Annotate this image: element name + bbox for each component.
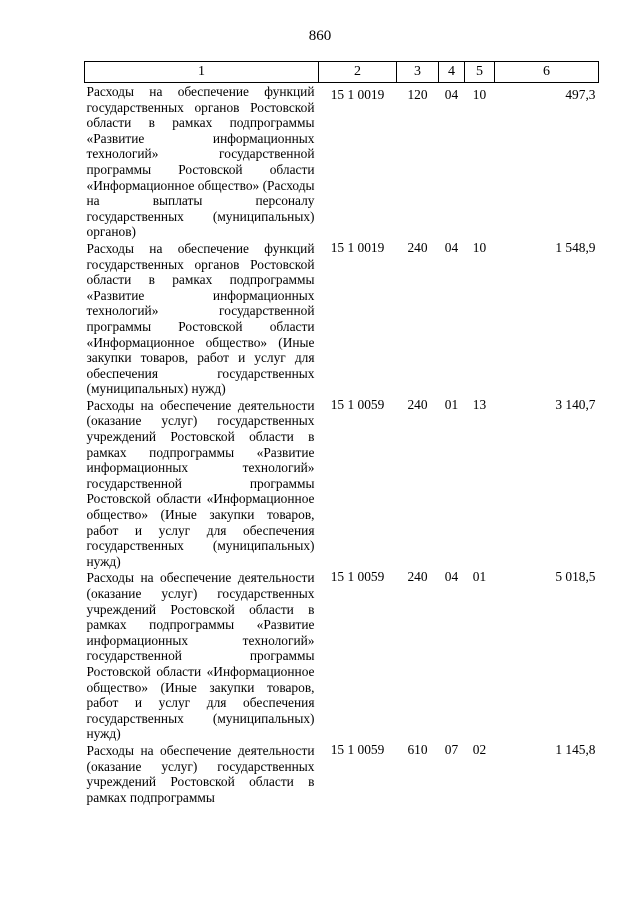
section-code: 04	[444, 87, 459, 102]
section-code: 01	[444, 396, 459, 412]
expense-description: Расходы на обеспечение деятельности (оказание услуг) государственных учреждений Ростовской области в рамках подпрограммы	[86, 742, 315, 805]
expense-type-code: 240	[407, 569, 428, 585]
amount: 497,3	[565, 87, 596, 102]
amount: 3 140,7	[555, 396, 596, 412]
expense-description: Расходы на обеспечение функций государственных органов Ростовской области в рамках подпрограммы «Развитие информационных технологий» государственной программы Ростовской области «Информационное общество» (Расходы на выплаты персоналу государственных (муниципальных) органов)	[86, 84, 315, 240]
subsection-code: 10	[472, 239, 487, 255]
page-number: 860	[308, 28, 332, 44]
expense-type-code: 610	[407, 741, 428, 757]
expense-type-code: 120	[407, 87, 428, 102]
target-item-code: 15 1 0019	[330, 239, 385, 255]
expense-type-code: 240	[407, 396, 428, 412]
table-row	[85, 569, 599, 742]
subsection-code: 02	[472, 741, 487, 757]
column-header: 3	[397, 62, 439, 83]
target-item-code: 15 1 0059	[330, 396, 385, 412]
expense-type-code: 240	[407, 239, 428, 255]
table-row	[85, 83, 599, 240]
target-item-code: 15 1 0059	[330, 569, 385, 585]
subsection-code: 01	[472, 569, 487, 585]
target-item-code: 15 1 0059	[330, 741, 385, 757]
column-header: 4	[439, 62, 465, 83]
column-header: 5	[465, 62, 495, 83]
subsection-code: 10	[472, 87, 487, 102]
amount: 1 548,9	[555, 239, 596, 255]
expense-description: Расходы на обеспечение функций государственных органов Ростовской области в рамках подпрограммы «Развитие информационных технологий» государственной программы Ростовской области «Информационное общество» (Иные закупки товаров, работ и услуг для обеспечения государственных (муниципальных) нужд)	[86, 240, 315, 397]
budget-table	[84, 61, 599, 805]
table-header	[85, 62, 599, 83]
section-code: 07	[444, 741, 459, 757]
subsection-code: 13	[472, 396, 487, 412]
amount: 1 145,8	[555, 741, 596, 757]
expense-description: Расходы на обеспечение деятельности (оказание услуг) государственных учреждений Ростовской области в рамках подпрограммы «Развитие информационных технологий» государственной программы Ростовской области «Информационное общество» (Иные закупки товаров, работ и услуг для обеспечения государственных (муниципальных) нужд)	[86, 397, 315, 569]
column-header: 2	[319, 62, 397, 83]
table-row	[85, 742, 599, 805]
expense-description: Расходы на обеспечение деятельности (оказание услуг) государственных учреждений Ростовской области в рамках подпрограммы «Развитие информационных технологий» государственной программы Ростовской области «Информационное общество» (Иные закупки товаров, работ и услуг для обеспечения государственных (муниципальных) нужд)	[86, 570, 315, 742]
target-item-code: 15 1 0019	[330, 87, 385, 102]
section-code: 04	[444, 569, 459, 585]
column-header: 1	[85, 62, 319, 83]
column-header: 6	[495, 62, 599, 83]
table-row	[85, 240, 599, 397]
amount: 5 018,5	[555, 569, 596, 585]
table-row	[85, 397, 599, 570]
section-code: 04	[444, 239, 459, 255]
